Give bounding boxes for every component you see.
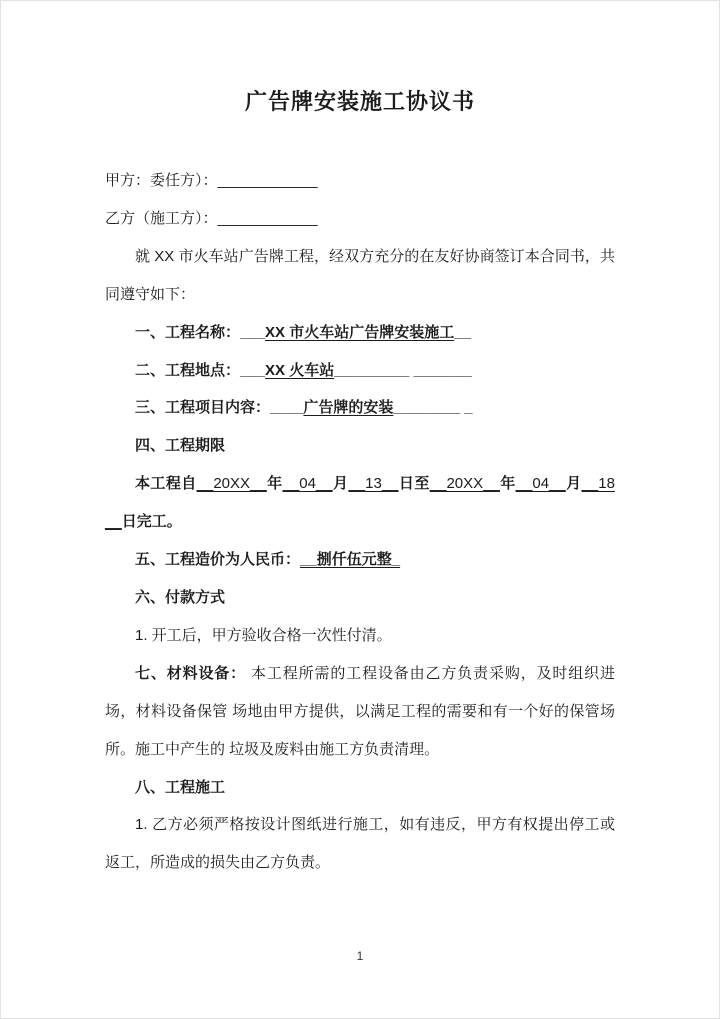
duration-start-year: __20XX__ (196, 475, 267, 493)
party-b-blank: ____________ (217, 209, 318, 227)
clause-2-pre-blank: ___ (240, 361, 266, 379)
clause-4-project-duration: 四、工程期限 (135, 437, 226, 455)
duration-text-6: 月 (565, 475, 582, 493)
clause-8-item-1: 1. 乙方必须严格按设计图纸进行施工，如有违反，甲方有权提出停工或返工，所造成的损失由乙方负责。 (105, 816, 615, 872)
party-a-blank: ____________ (217, 172, 318, 189)
duration-text-2: 年 (266, 475, 283, 493)
duration-text-3: 月 (332, 475, 349, 493)
duration-text-5: 年 (499, 475, 516, 493)
document-title: 广告牌安装施工协议书 (244, 89, 475, 114)
party-a-line (105, 162, 615, 200)
clause-7-body: 本工程所需的工程设备由乙方负责采购，及时组织进场，材料设备保管 场地由甲方提供，以满足工程的需要和有一个好的保管场所。施工中产生的 垃圾及废料由施工方负责清理。 (105, 664, 615, 758)
clause-3-post-blank: ________ _ (393, 399, 473, 417)
document-body (105, 162, 615, 882)
party-b-label: 乙方（施工方）： (105, 209, 218, 227)
party-b-line (105, 200, 615, 238)
clause-5-value: __捌仟伍元整_ (300, 551, 401, 569)
party-a-label: 甲方：委任方）： (105, 172, 218, 189)
clause-3-project-content (105, 389, 615, 427)
clause-7-label: 七、材料设备： (135, 664, 247, 682)
duration-text-4: 日至 (398, 475, 430, 493)
clause-1-pre-blank: ___ (240, 323, 266, 341)
clause-1-project-name (105, 314, 615, 352)
clause-1-post-blank: __ (454, 323, 471, 341)
clause-7-materials-equipment (105, 655, 615, 769)
clause-5-label: 五、工程造价为人民币： (135, 551, 301, 569)
duration-start-day: __13__ (348, 475, 399, 493)
duration-text-7: 日完工。 (121, 513, 182, 531)
clause-3-label: 三、工程项目内容： (135, 399, 271, 417)
clause-5-project-price (105, 541, 615, 579)
clause-3-value: 广告牌的安装 (303, 399, 394, 417)
clause-6-item-1: 1. 开工后，甲方验收合格一次性付清。 (135, 626, 392, 644)
duration-text-1: 本工程自 (135, 475, 197, 493)
clause-1-value: XX 市火车站广告牌安装施工 (265, 323, 455, 341)
duration-end-year: __20XX__ (429, 475, 500, 493)
duration-end-month: __04__ (515, 475, 566, 493)
clause-8-construction: 八、工程施工 (135, 778, 226, 796)
clause-2-label: 二、工程地点： (135, 361, 241, 379)
clause-1-label: 一、工程名称： (135, 323, 241, 341)
clause-6-payment-method: 六、付款方式 (135, 588, 226, 606)
page-number: 1 (356, 949, 364, 963)
duration-end-day: __18__ (105, 475, 615, 531)
clause-2-project-location (105, 352, 615, 390)
clause-3-pre-blank: ____ (270, 399, 304, 417)
clause-2-value: XX 火车站 (265, 361, 335, 379)
duration-start-month: __04__ (282, 475, 333, 493)
intro-paragraph: 就 XX 市火车站广告牌工程，经双方充分的在友好协商签订本合同书，共同遵守如下： (105, 247, 615, 303)
duration-sentence (105, 465, 615, 541)
clause-2-post-blank: _________ _______ (334, 361, 472, 379)
